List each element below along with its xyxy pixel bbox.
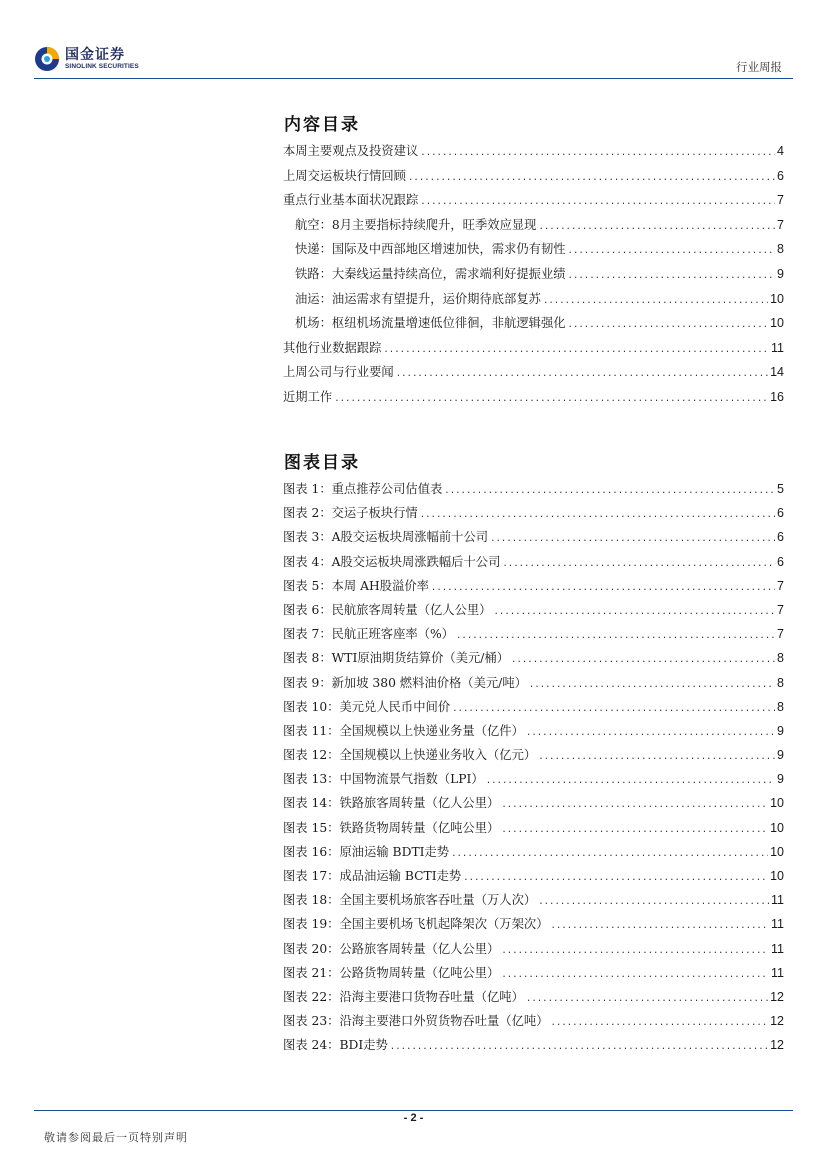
- dot-leader: [431, 583, 775, 593]
- dot-leader: [538, 897, 769, 907]
- dot-leader: [334, 394, 768, 404]
- toc-entry-label: 上周交运板块行情回顾: [283, 168, 406, 183]
- toc-entry-label: 航空：8月主要指标持续爬升，旺季效应显现: [295, 217, 537, 232]
- toc-entry-page: 10: [770, 316, 784, 331]
- toc-entry-label: 图表 13：中国物流景气指数（LPI）: [283, 772, 484, 787]
- toc-entry-page: 10: [770, 796, 784, 811]
- dot-leader: [420, 197, 775, 207]
- figures-list: [283, 479, 784, 1060]
- toc-entry-page: 7: [777, 627, 784, 642]
- toc-entry-label: 铁路：大秦线运量持续高位，需求端利好提振业绩: [295, 266, 566, 281]
- toc-entry[interactable]: [283, 697, 784, 721]
- toc-entry-page: 10: [770, 291, 784, 306]
- toc-entry-page: 12: [770, 1038, 784, 1053]
- toc-entry-page: 7: [777, 193, 784, 208]
- dot-leader: [526, 994, 768, 1004]
- dot-leader: [390, 1042, 768, 1052]
- dot-leader: [501, 946, 769, 956]
- toc-entry-page: 9: [777, 772, 784, 787]
- toc-entry-label: 图表 6：民航旅客周转量（亿人公里）: [283, 602, 492, 617]
- toc-entry-label: 图表 20：公路旅客周转量（亿人公里）: [283, 941, 500, 956]
- contents-list: [283, 141, 784, 412]
- toc-entry-page: 10: [770, 844, 784, 859]
- dot-leader: [543, 296, 768, 306]
- dot-leader: [490, 534, 775, 544]
- toc-entry[interactable]: [283, 769, 784, 793]
- toc-entry-label: 图表 17：成品油运输 BCTI走势: [283, 869, 462, 883]
- footer-disclaimer: 敬请参阅最后一页特别声明: [44, 1131, 188, 1144]
- toc-entry-page: 7: [777, 602, 784, 617]
- dot-leader: [501, 825, 768, 835]
- toc-entry-page: 14: [770, 365, 784, 380]
- dot-leader: [501, 800, 768, 810]
- toc-entry-page: 10: [770, 869, 784, 883]
- toc-entry-label: 图表 18：全国主要机场旅客吞吐量（万人次）: [283, 893, 537, 908]
- dot-leader: [568, 246, 776, 256]
- dot-leader: [568, 320, 769, 330]
- toc-entry[interactable]: [283, 600, 784, 624]
- dot-leader: [568, 271, 776, 281]
- dot-leader: [538, 222, 775, 232]
- toc-entry-page: 10: [770, 820, 784, 835]
- toc-entry[interactable]: [283, 890, 784, 914]
- toc-entry[interactable]: [283, 673, 784, 697]
- toc-entry[interactable]: [283, 527, 784, 551]
- toc-entry[interactable]: [283, 842, 784, 866]
- toc-entry-label: 图表 11：全国规模以上快递业务量（亿件）: [283, 723, 524, 738]
- dot-leader: [551, 921, 770, 931]
- dot-leader: [452, 704, 775, 714]
- toc-entry-page: 11: [771, 917, 784, 932]
- toc-entry-label: 图表 19：全国主要机场飞机起降架次（万架次）: [283, 917, 549, 932]
- toc-entry-page: 12: [770, 989, 784, 1004]
- dot-leader: [493, 607, 775, 617]
- toc-entry-label: 机场：枢纽机场流量增速低位徘徊，非航逻辑强化: [295, 316, 566, 331]
- toc-entry[interactable]: [283, 264, 784, 289]
- toc-entry-page: 5: [777, 482, 784, 496]
- toc-entry-page: 8: [777, 699, 784, 714]
- toc-entry-label: 图表 22：沿海主要港口货物吞吐量（亿吨）: [283, 989, 524, 1004]
- toc-entry-page: 8: [777, 675, 784, 690]
- toc-entry-page: 12: [770, 1014, 784, 1029]
- toc-entry[interactable]: [283, 721, 784, 745]
- toc-entry-page: 6: [777, 506, 784, 521]
- company-logo: [34, 46, 139, 72]
- toc-entry-label: 图表 24：BDI走势: [283, 1038, 388, 1053]
- toc-entry-label: 图表 10：美元兑人民币中间价: [283, 699, 451, 714]
- toc-entry[interactable]: [283, 793, 784, 817]
- toc-entry[interactable]: [283, 818, 784, 842]
- toc-entry-label: 图表 8：WTI原油期货结算价（美元/桶）: [283, 651, 510, 666]
- toc-entry-label: 图表 12：全国规模以上快递业务收入（亿元）: [283, 748, 537, 763]
- logo-chinese-name: 国金证券: [65, 46, 125, 63]
- toc-entry-label: 图表 5：本周 AH股溢价率: [283, 578, 429, 593]
- toc-entry-page: 9: [777, 266, 784, 281]
- toc-entry-page: 6: [777, 168, 784, 183]
- toc-entry-page: 7: [777, 578, 784, 593]
- toc-entry[interactable]: [283, 190, 784, 215]
- footer-divider: [34, 1110, 793, 1111]
- toc-entry[interactable]: [283, 552, 784, 576]
- toc-entry[interactable]: [283, 939, 784, 963]
- toc-entry[interactable]: [283, 313, 784, 338]
- toc-entry-page: 7: [777, 217, 784, 232]
- toc-entry-label: 图表 23：沿海主要港口外贸货物吞吐量（亿吨）: [283, 1014, 549, 1029]
- toc-entry[interactable]: [283, 1011, 784, 1035]
- toc-entry[interactable]: [283, 866, 784, 890]
- toc-entry-page: 6: [777, 554, 784, 569]
- toc-entry-label: 上周公司与行业要闻: [283, 365, 394, 380]
- toc-entry[interactable]: [283, 745, 784, 769]
- dot-leader: [486, 776, 775, 786]
- dot-leader: [420, 148, 775, 158]
- toc-entry[interactable]: [283, 362, 784, 387]
- toc-entry-page: 11: [771, 965, 784, 980]
- logo-english-name: SINOLINK SECURITIES: [65, 62, 139, 70]
- toc-entry-label: 图表 21：公路货物周转量（亿吨公里）: [283, 965, 500, 980]
- toc-entry-label: 图表 3：A股交运板块周涨幅前十公司: [283, 530, 489, 545]
- toc-entry-page: 9: [777, 748, 784, 763]
- dot-leader: [451, 849, 768, 859]
- toc-entry-page: 6: [777, 530, 784, 545]
- dot-leader: [396, 369, 768, 379]
- dot-leader: [529, 680, 775, 690]
- page-header: [0, 0, 827, 80]
- dot-leader: [501, 970, 769, 980]
- dot-leader: [538, 752, 775, 762]
- toc-entry-label: 油运：油运需求有望提升，运价期待底部复苏: [295, 291, 541, 306]
- toc-entry-page: 11: [771, 941, 784, 956]
- dot-leader: [420, 510, 775, 520]
- toc-entry[interactable]: [283, 166, 784, 191]
- dot-leader: [502, 559, 775, 569]
- dot-leader: [511, 655, 775, 665]
- toc-entry[interactable]: [283, 648, 784, 672]
- dot-leader: [383, 345, 769, 355]
- page-number: - 2 -: [403, 1112, 424, 1124]
- toc-entry[interactable]: [283, 987, 784, 1011]
- toc-entry[interactable]: [283, 963, 784, 987]
- toc-entry-label: 本周主要观点及投资建议: [283, 144, 419, 158]
- toc-entry[interactable]: [283, 387, 784, 412]
- toc-entry[interactable]: [283, 624, 784, 648]
- dot-leader: [463, 873, 768, 883]
- toc-entry-page: 9: [777, 723, 784, 738]
- toc-entry-label: 图表 16：原油运输 BDTI走势: [283, 844, 450, 859]
- toc-entry[interactable]: [283, 215, 784, 240]
- toc-entry[interactable]: [283, 239, 784, 264]
- toc-entry-label: 图表 15：铁路货物周转量（亿吨公里）: [283, 820, 500, 835]
- toc-entry-label: 图表 1：重点推荐公司估值表: [283, 482, 443, 496]
- toc-entry-label: 图表 4：A股交运板块周涨跌幅后十公司: [283, 554, 501, 569]
- toc-entry-page: 11: [771, 340, 784, 355]
- toc-entry[interactable]: [283, 289, 784, 314]
- toc-entry-label: 快递：国际及中西部地区增速加快，需求仍有韧性: [295, 242, 566, 257]
- toc-entry-label: 重点行业基本面状况跟踪: [283, 193, 419, 208]
- toc-entry-label: 图表 7：民航正班客座率（%）: [283, 627, 454, 642]
- dot-leader: [526, 728, 775, 738]
- toc-entry[interactable]: [283, 1035, 784, 1059]
- toc-entry-page: 16: [770, 389, 784, 404]
- dot-leader: [551, 1018, 769, 1028]
- toc-entry-label: 图表 14：铁路旅客周转量（亿人公里）: [283, 796, 500, 811]
- toc-entry[interactable]: [283, 576, 784, 600]
- toc-entry-page: 8: [777, 651, 784, 666]
- toc-entry-label: 图表 2：交运子板块行情: [283, 506, 418, 521]
- toc-entry-label: 近期工作: [283, 389, 333, 404]
- toc-entry[interactable]: [283, 338, 784, 363]
- toc-entry[interactable]: [283, 479, 784, 503]
- contents-title: 内容目录: [284, 115, 360, 135]
- toc-entry-label: 图表 9：新加坡 380 燃料油价格（美元/吨）: [283, 675, 527, 690]
- dot-leader: [408, 173, 775, 183]
- toc-entry-page: 8: [777, 242, 784, 257]
- logo-icon: [34, 46, 60, 72]
- toc-entry-page: 4: [777, 144, 784, 158]
- dot-leader: [456, 631, 775, 641]
- toc-entry[interactable]: [283, 914, 784, 938]
- toc-entry[interactable]: [283, 141, 784, 166]
- toc-entry-page: 11: [771, 893, 784, 908]
- figures-title: 图表目录: [284, 453, 360, 473]
- header-divider: [34, 78, 793, 79]
- report-type-label: 行业周报: [736, 60, 782, 74]
- toc-entry[interactable]: [283, 503, 784, 527]
- toc-entry-label: 其他行业数据跟踪: [283, 340, 382, 355]
- dot-leader: [444, 486, 775, 496]
